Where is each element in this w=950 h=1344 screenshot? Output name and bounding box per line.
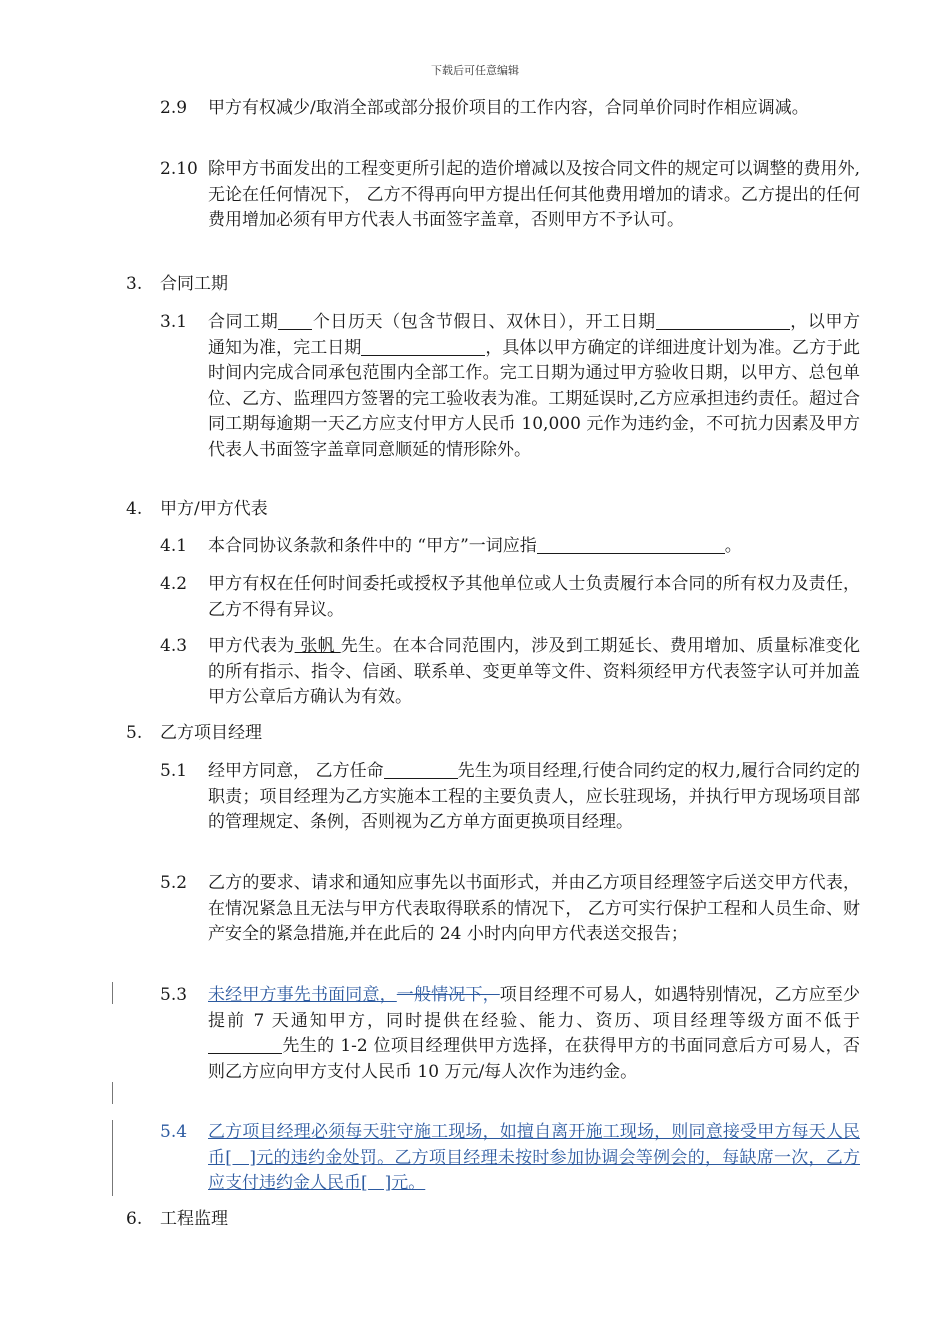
blank-manager-name[interactable] <box>208 1035 282 1054</box>
clause-number: 3.1 <box>160 312 188 332</box>
clause-text: 合同工期 个日历天（包含节假日、双休日），开工日期 ，以甲方通知为准，完工日期 ，具体以甲方确定的详细进度计划为准。乙方于此时间内完成合同承包范围内全部工作。完工日期为通过甲方验收日期，以甲方、总包单位、乙方、监理四方签署的完工验收表为准。工期延误时,乙方应承担违约责任。超过合同工期每逾期一天乙方应支付甲方人民币 10,000 元作为违约金，不可抗力因素及甲方代表人书面签字盖章同意顺延的情形除外。 <box>208 312 861 460</box>
clause-text: 甲方有权减少/取消全部或部分报价项目的工作内容，合同单价同时作相应调减。 <box>208 98 809 118</box>
section-number: 3. <box>126 274 143 294</box>
section-6 <box>126 1208 228 1230</box>
blank-manager-name[interactable] <box>384 760 458 779</box>
representative-name: 张帆 <box>294 636 341 656</box>
clause-text: 经甲方同意， 乙方任命 先生为项目经理,行使合同约定的权力,履行合同约定的职责；项目经理为乙方实施本工程的主要负责人，应长驻现场，并执行甲方现场项目部的管理规定、条例，否则视为乙方单方面更换项目经理。 <box>208 761 861 832</box>
section-number: 4. <box>126 499 143 519</box>
change-bar <box>112 1082 113 1104</box>
clause-5-2 <box>160 871 860 948</box>
change-bar <box>112 1120 113 1196</box>
blank-party-a[interactable] <box>537 535 725 554</box>
clause-2-10 <box>160 157 860 234</box>
blank-end-date[interactable] <box>361 337 485 356</box>
section-4 <box>126 498 268 520</box>
clause-5-3 <box>160 983 860 1085</box>
clause-text: 未经甲方事先书面同意，一般情况下，项目经理不可易人，如遇特别情况，乙方应至少提前 7 天通知甲方，同时提供在经验、能力、资历、项目经理等级方面不低于先生的 1-2 位项目经理供甲方选择，在获得甲方的书面同意后方可易人，否则乙方应向甲方支付人民币 10 万元/每人次作为违约金。 <box>208 985 861 1082</box>
blank-start-date[interactable] <box>656 311 790 330</box>
clause-number: 5.4 <box>160 1122 188 1142</box>
clause-text: 本合同协议条款和条件中的 “甲方”一词应指 。 <box>208 536 742 556</box>
section-3 <box>126 273 228 295</box>
inserted-text: 未经甲方事先书面同意， <box>208 985 397 1005</box>
clause-number: 4.1 <box>160 536 188 556</box>
clause-5-4 <box>160 1120 860 1197</box>
clause-3-1 <box>160 310 860 463</box>
section-title: 工程监理 <box>160 1209 228 1229</box>
clause-text: 甲方有权在任何时间委托或授权予其他单位或人士负责履行本合同的所有权力及责任，乙方不得有异议。 <box>208 574 860 620</box>
section-number: 5. <box>126 723 143 743</box>
blank-days[interactable] <box>278 311 312 330</box>
section-5 <box>126 722 262 744</box>
clause-number: 4.2 <box>160 574 188 594</box>
clause-text: 甲方代表为 张帆 先生。在本合同范围内，涉及到工期延长、费用增加、质量标准变化的所有指示、指令、信函、联系单、变更单等文件、资料须经甲方代表签字认可并加盖甲方公章后方确认为有效。 <box>208 636 861 707</box>
clause-number: 4.3 <box>160 636 188 656</box>
clause-text: 乙方项目经理必须每天驻守施工现场，如擅自离开施工现场，则同意接受甲方每天人民币[ ]元的违约金处罚。乙方项目经理未按时参加协调会等例会的，每缺席一次，乙方应支付违约金人民币[ ]元。 <box>208 1122 860 1193</box>
page-header: 下载后可任意编辑 <box>431 64 519 77</box>
section-title: 乙方项目经理 <box>160 723 262 743</box>
clause-number: 5.1 <box>160 761 188 781</box>
clause-number: 2.9 <box>160 98 188 118</box>
section-title: 甲方/甲方代表 <box>160 499 268 519</box>
section-number: 6. <box>126 1209 143 1229</box>
clause-number: 2.10 <box>160 159 198 179</box>
change-bar <box>112 982 113 1004</box>
clause-4-1 <box>160 534 860 560</box>
clause-number: 5.2 <box>160 873 188 893</box>
clause-4-2 <box>160 572 860 623</box>
section-title: 合同工期 <box>160 274 228 294</box>
clause-4-3 <box>160 634 860 711</box>
clause-number: 5.3 <box>160 985 188 1005</box>
clause-2-9 <box>160 96 860 122</box>
clause-text: 除甲方书面发出的工程变更所引起的造价增减以及按合同文件的规定可以调整的费用外,无论在任何情况下， 乙方不得再向甲方提出任何其他费用增加的请求。乙方提出的任何费用增加必须有甲方代表人书面签字盖章，否则甲方不予认可。 <box>208 159 860 230</box>
deleted-text: 一般情况下， <box>396 985 500 1005</box>
clause-5-1 <box>160 759 860 836</box>
clause-text: 乙方的要求、请求和通知应事先以书面形式，并由乙方项目经理签字后送交甲方代表，在情况紧急且无法与甲方代表取得联系的情况下， 乙方可实行保护工程和人员生命、财产安全的紧急措施,并在此后的 24 小时内向甲方代表送交报告； <box>208 873 860 944</box>
